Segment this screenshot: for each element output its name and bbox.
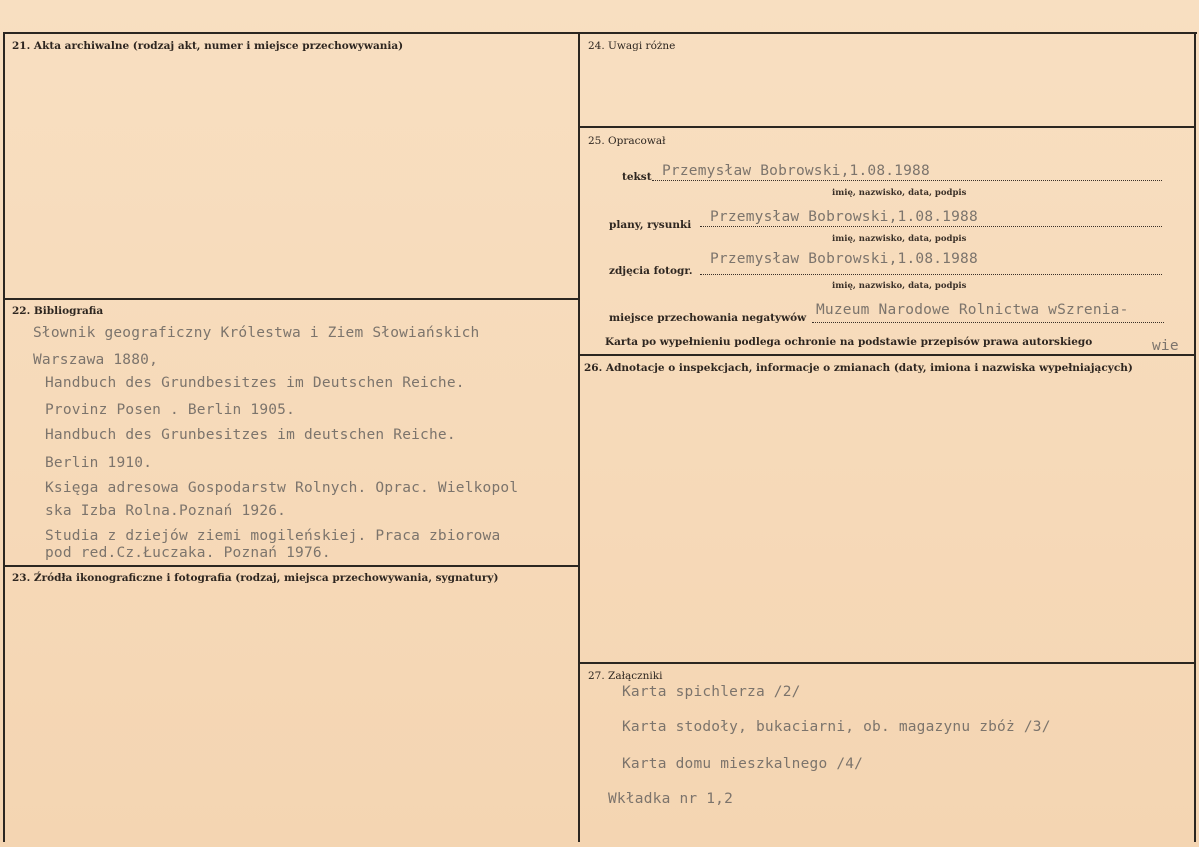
bibliography-line: Provinz Posen . Berlin 1905.	[45, 402, 296, 418]
attachment-item: Karta stodoły, bukaciarni, ob. magazynu zbóż /3/	[622, 719, 1051, 735]
negatives-label: miejsce przechowania negatywów	[609, 312, 807, 324]
bibliography-line: Słownik geograficzny Królestwa i Ziem Słowiańskich	[33, 325, 480, 341]
center-divider	[578, 34, 580, 842]
section-22-label: 22. Bibliografia	[12, 305, 104, 317]
photos-row-line	[700, 274, 1162, 275]
section-26-label: 26. Adnotacje o inspekcjach, informacje o zmianach (daty, imiona i nazwiska wypełniających)	[584, 362, 1133, 374]
bibliography-line: ska Izba Rolna.Poznań 1926.	[45, 503, 287, 519]
section-23-label: 23. Źródła ikonograficzne i fotografia (rodzaj, miejsca przechowywania, sygnatury)	[12, 572, 499, 584]
attachment-item: Wkładka nr 1,2	[608, 791, 734, 807]
photos-row-label: zdjęcia fotogr.	[609, 265, 693, 277]
photos-row-caption: imię, nazwisko, data, podpis	[832, 281, 967, 291]
section-24-label: 24. Uwagi różne	[588, 40, 676, 52]
bibliography-line: Handbuch des Grunbesitzes im deutschen Reiche.	[45, 427, 456, 443]
section-25-label: 25. Opracował	[588, 135, 666, 147]
bibliography-line: Warszawa 1880,	[33, 352, 159, 368]
section-27-label: 27. Załączniki	[588, 670, 663, 682]
copyright-notice: Karta po wypełnieniu podlega ochronie na podstawie przepisów prawa autorskiego	[605, 336, 1093, 348]
plans-row-caption: imię, nazwisko, data, podpis	[832, 234, 967, 244]
divider-21-22	[3, 298, 580, 300]
photos-row-value: Przemysław Bobrowski,1.08.1988	[710, 251, 978, 267]
bibliography-line: Studia z dziejów ziemi mogileńskiej. Praca zbiorowa	[45, 528, 501, 544]
text-row-line	[652, 180, 1162, 181]
text-row-label: tekst	[622, 171, 652, 183]
negatives-value-cont: wie	[1152, 338, 1179, 354]
top-rule	[3, 32, 1197, 34]
bibliography-line: Księga adresowa Gospodarstw Rolnych. Oprac. Wielkopol	[45, 480, 519, 496]
divider-25-26	[580, 354, 1196, 356]
right-border	[1194, 32, 1196, 842]
bibliography-line: Berlin 1910.	[45, 455, 153, 471]
negatives-value: Muzeum Narodowe Rolnictwa wSzrenia-	[816, 302, 1129, 318]
text-row-value: Przemysław Bobrowski,1.08.1988	[662, 163, 930, 179]
negatives-line	[812, 322, 1164, 323]
attachment-item: Karta spichlerza /2/	[622, 684, 801, 700]
left-border	[3, 32, 5, 842]
section-21-label: 21. Akta archiwalne (rodzaj akt, numer i miejsce przechowywania)	[12, 40, 404, 52]
bibliography-line: pod red.Cz.Łuczaka. Poznań 1976.	[45, 545, 331, 561]
bibliography-line: Handbuch des Grundbesitzes im Deutschen Reiche.	[45, 375, 465, 391]
text-row-caption: imię, nazwisko, data, podpis	[832, 188, 967, 198]
divider-24-25	[580, 126, 1196, 128]
plans-row-label: plany, rysunki	[609, 219, 692, 231]
divider-22-23	[3, 565, 580, 567]
attachment-item: Karta domu mieszkalnego /4/	[622, 756, 864, 772]
plans-row-value: Przemysław Bobrowski,1.08.1988	[710, 209, 978, 225]
divider-26-27	[580, 662, 1196, 664]
plans-row-line	[700, 226, 1162, 227]
